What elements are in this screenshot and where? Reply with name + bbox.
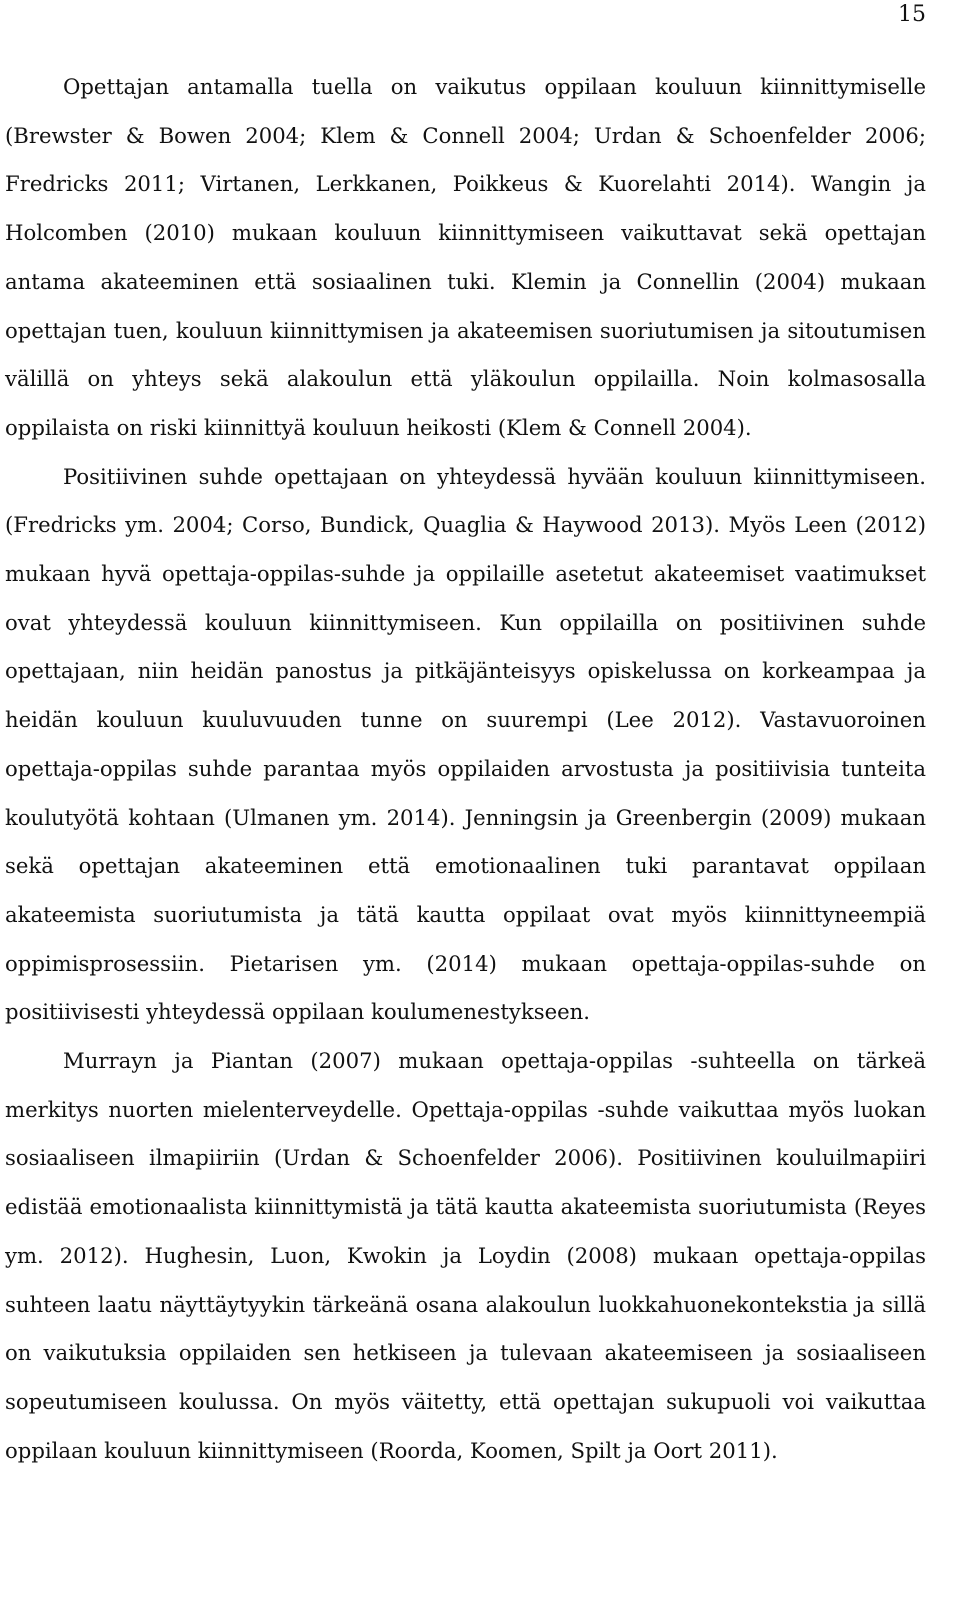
paragraph-school-climate: Murrayn ja Piantan (2007) mukaan opettaja-oppilas -suhteella on tärkeä merkitys nuorten mielenterveydelle. Opettaja-oppilas -suhde vaikuttaa myös luokan sosiaaliseen ilmapiiriin (Urdan & Schoenfelder 2006). Positiivinen kouluilmapiiri edistää emotionaalista kiinnittymistä ja tätä kautta akateemista suoriutumista (Reyes ym. 2012). Hughesin, Luon, Kwokin ja Loydin (2008) mukaan opettaja-oppilas suhteen laatu näyttäytyykin tärkeänä osana alakoulun luokkahuonekontekstia ja sillä on vaikutuksia oppilaiden sen hetkiseen ja tulevaan akateemiseen ja sosiaaliseen sopeutumiseen koulussa. On myös väitetty, että opettajan sukupuoli voi vaikuttaa oppilaan kouluun kiinnittymiseen (Roorda, Koomen, Spilt ja Oort 2011). — [5, 1048, 926, 1463]
document-body — [5, 63, 926, 1475]
page-number: 15 — [898, 2, 926, 27]
paragraph-teacher-support: Opettajan antamalla tuella on vaikutus oppilaan kouluun kiinnittymiselle (Brewster & Bowen 2004; Klem & Connell 2004; Urdan & Schoenfelder 2006; Fredricks 2011; Virtanen, Lerkkanen, Poikkeus & Kuorelahti 2014). Wangin ja Holcomben (2010) mukaan kouluun kiinnittymiseen vaikuttavat sekä opettajan antama akateeminen että sosiaalinen tuki. Klemin ja Connellin (2004) mukaan opettajan tuen, kouluun kiinnittymisen ja akateemisen suoriutumisen ja sitoutumisen välillä on yhteys sekä alakoulun että yläkoulun oppilailla. Noin kolmasosalla oppilaista on riski kiinnittyä kouluun heikosti (Klem & Connell 2004). — [5, 74, 926, 440]
paragraph-teacher-relationship: Positiivinen suhde opettajaan on yhteydessä hyvään kouluun kiinnittymiseen. (Fredricks ym. 2004; Corso, Bundick, Quaglia & Haywood 2013). Myös Leen (2012) mukaan hyvä opettaja-oppilas-suhde ja oppilaille asetetut akateemiset vaatimukset ovat yhteydessä kouluun kiinnittymiseen. Kun oppilailla on positiivinen suhde opettajaan, niin heidän panostus ja pitkäjänteisyys opiskelussa on korkeampaa ja heidän kouluun kuuluvuuden tunne on suurempi (Lee 2012). Vastavuoroinen opettaja-oppilas suhde parantaa myös oppilaiden arvostusta ja positiivisia tunteita koulutyötä kohtaan (Ulmanen ym. 2014). Jenningsin ja Greenbergin (2009) mukaan sekä opettajan akateeminen että emotionaalinen tuki parantavat oppilaan akateemista suoriutumista ja tätä kautta oppilaat ovat myös kiinnittyneempiä oppimisprosessiin. Pietarisen ym. (2014) mukaan opettaja-oppilas-suhde on positiivisesti yhteydessä oppilaan koulumenestykseen. — [5, 463, 926, 1025]
